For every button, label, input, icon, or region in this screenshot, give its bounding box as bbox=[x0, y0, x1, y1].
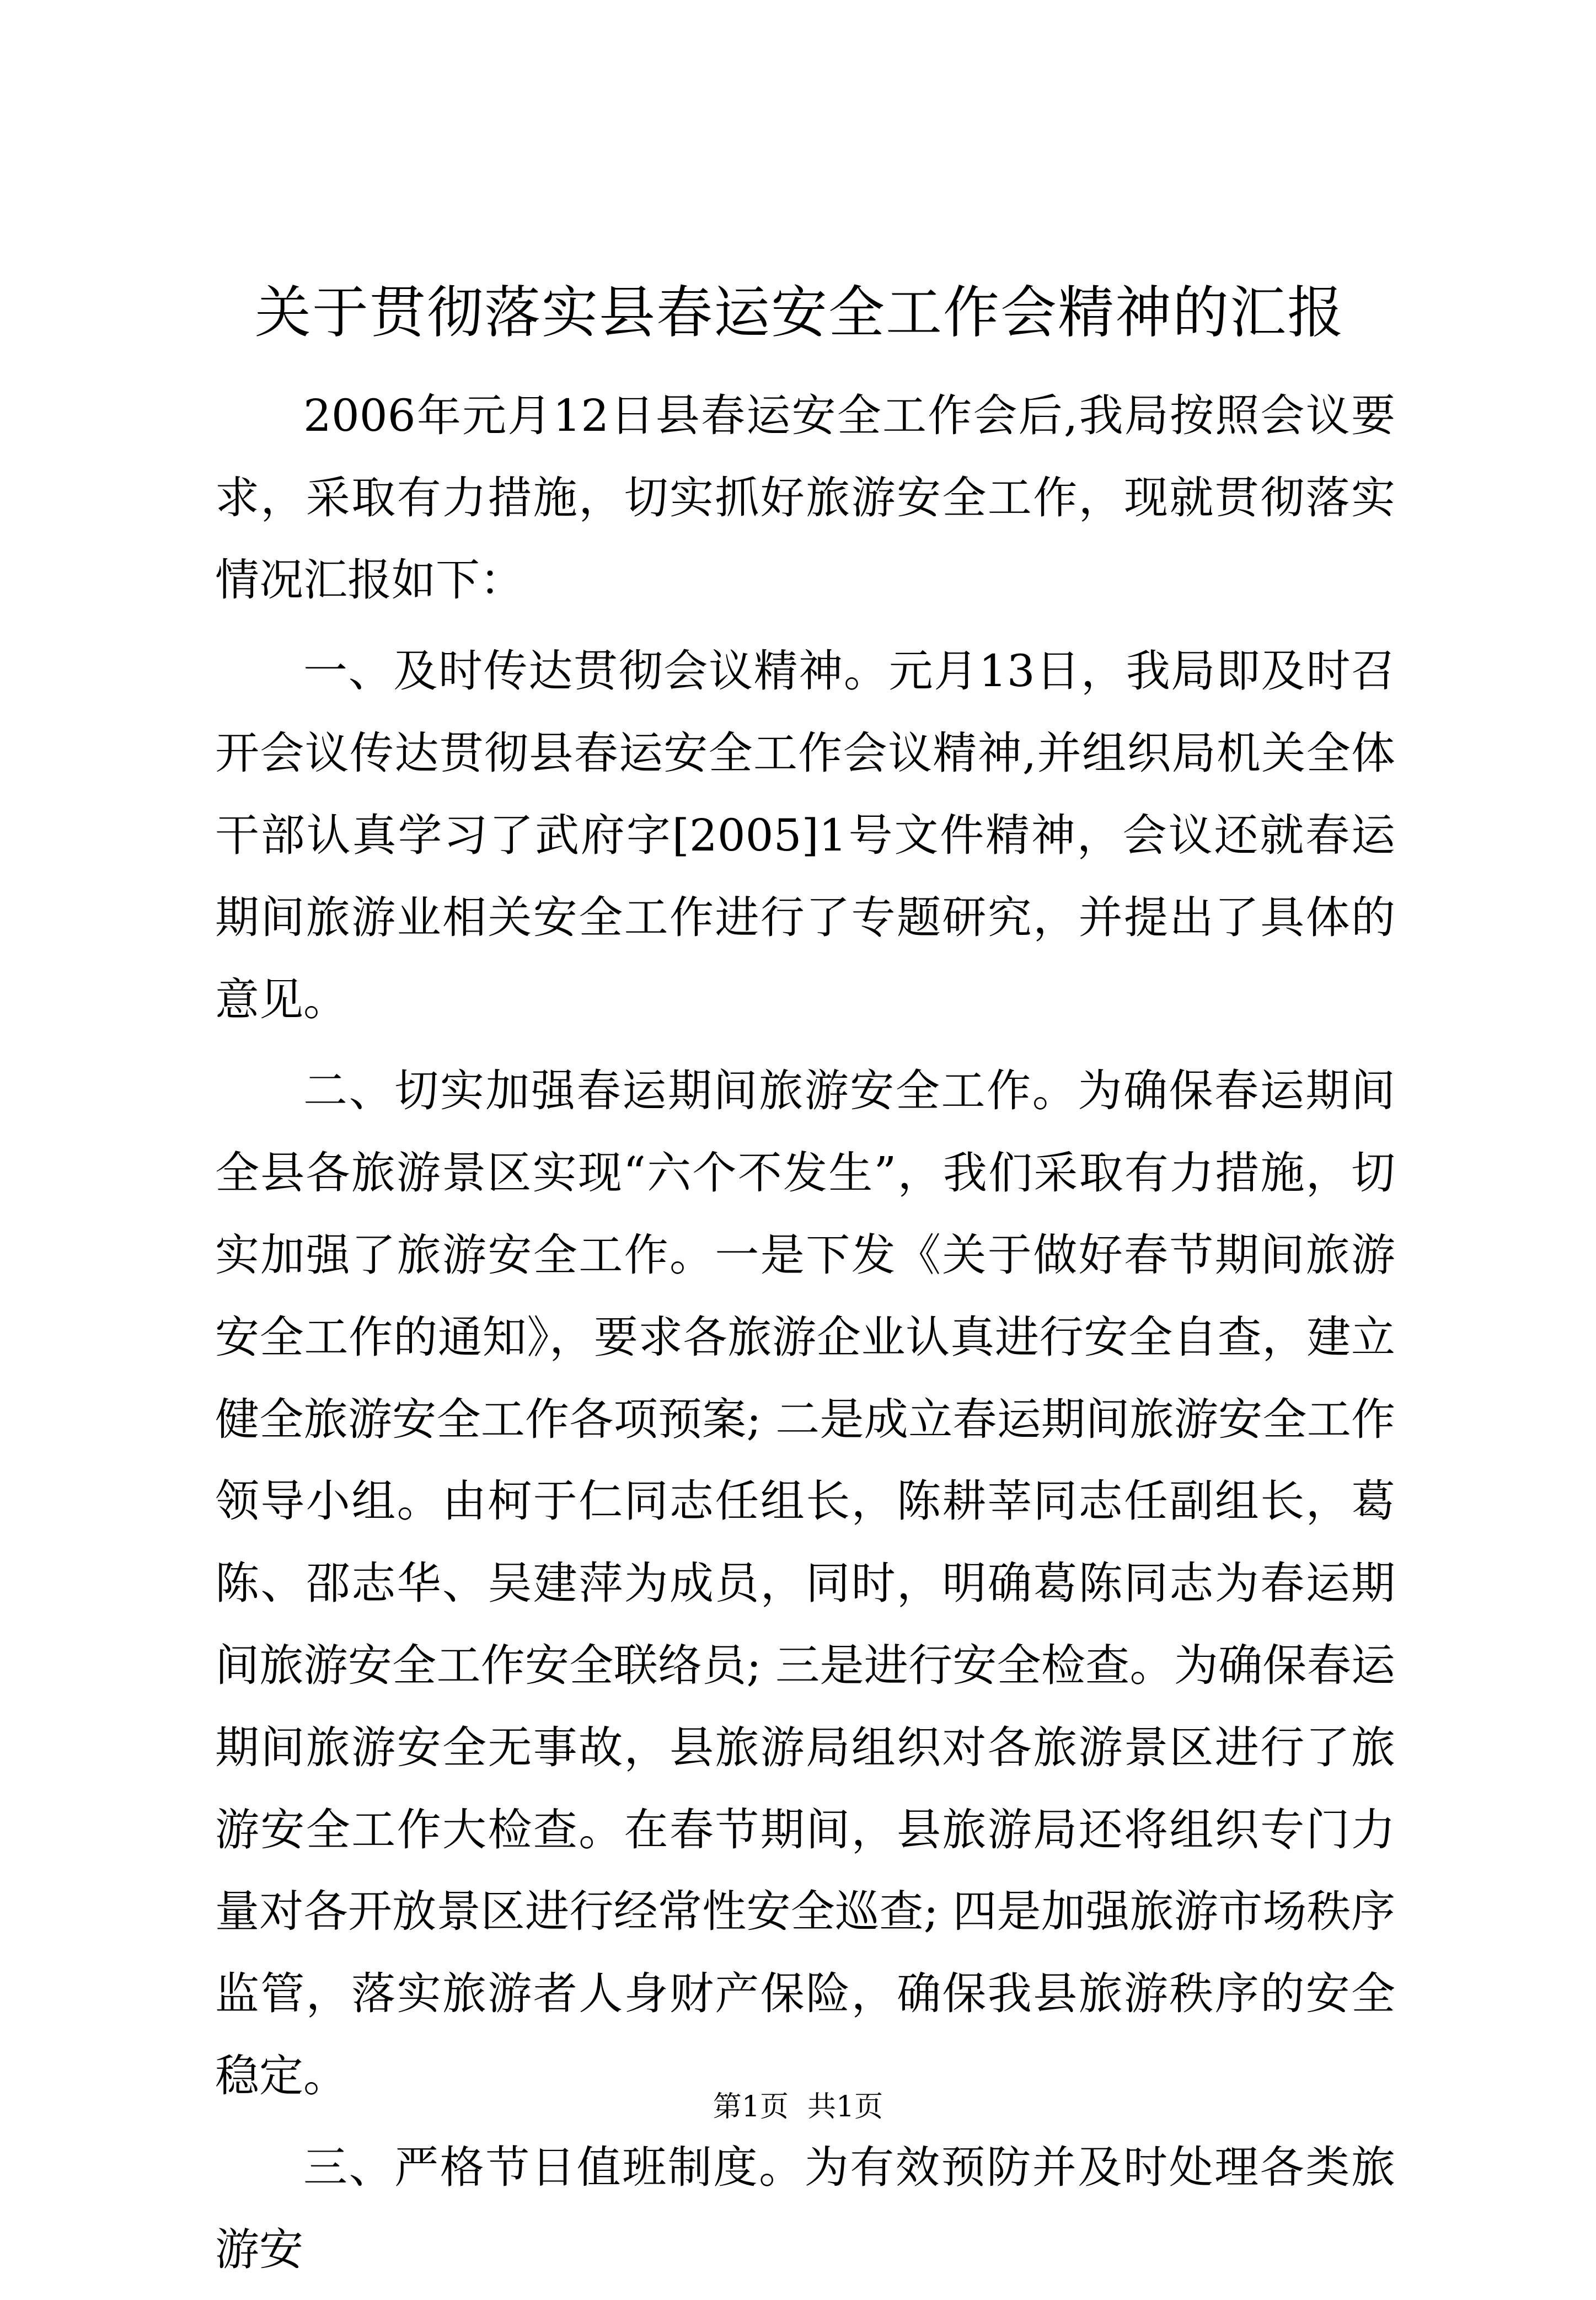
document-title: 关于贯彻落实县春运安全工作会精神的汇报 bbox=[255, 280, 1345, 346]
paragraph-section-3: 三、严格节日值班制度。为有效预防并及时处理各类旅游安 bbox=[215, 2141, 1395, 2275]
page-number: 第1页 bbox=[713, 2090, 789, 2124]
paragraph-intro: 2006年元月12日县春运安全工作会后,我局按照会议要求，采取有力措施，切实抓好旅游安全工作，现就贯彻落实情况汇报如下： bbox=[215, 390, 1395, 606]
page-footer bbox=[0, 2088, 1596, 2126]
paragraph-section-2: 二、切实加强春运期间旅游安全工作。为确保春运期间全县各旅游景区实现“六个不发生”，我们采取有力措施，切实加强了旅游安全工作。一是下发《关于做好春节期间旅游安全工作的通知》，要求各旅游企业认真进行安全自查，建立健全旅游安全工作各项预案; 二是成立春运期间旅游安全工作领导小组。由柯于仁同志任组长，陈耕莘同志任副组长，葛陈、邵志华、吴建萍为成员，同时，明确葛陈同志为春运期间旅游安全工作安全联络员; 三是进行安全检查。为确保春运期间旅游安全无事故，县旅游局组织对各旅游景区进行了旅游安全工作大检查。在春节期间，县旅游局还将组织专门力量对各开放景区进行经常性安全巡查; 四是加强旅游市场秩序监管，落实旅游者人身财产保险，确保我县旅游秩序的安全稳定。 bbox=[215, 1065, 1395, 2101]
document-body bbox=[215, 375, 1395, 2300]
page-total: 共1页 bbox=[807, 2090, 883, 2124]
paragraph-section-1: 一、及时传达贯彻会议精神。元月13日，我局即及时召开会议传达贯彻县春运安全工作会议精神,并组织局机关全体干部认真学习了武府字[2005]1号文件精神，会议还就春运期间旅游业相关安全工作进行了专题研究，并提出了具体的意见。 bbox=[215, 645, 1395, 1025]
